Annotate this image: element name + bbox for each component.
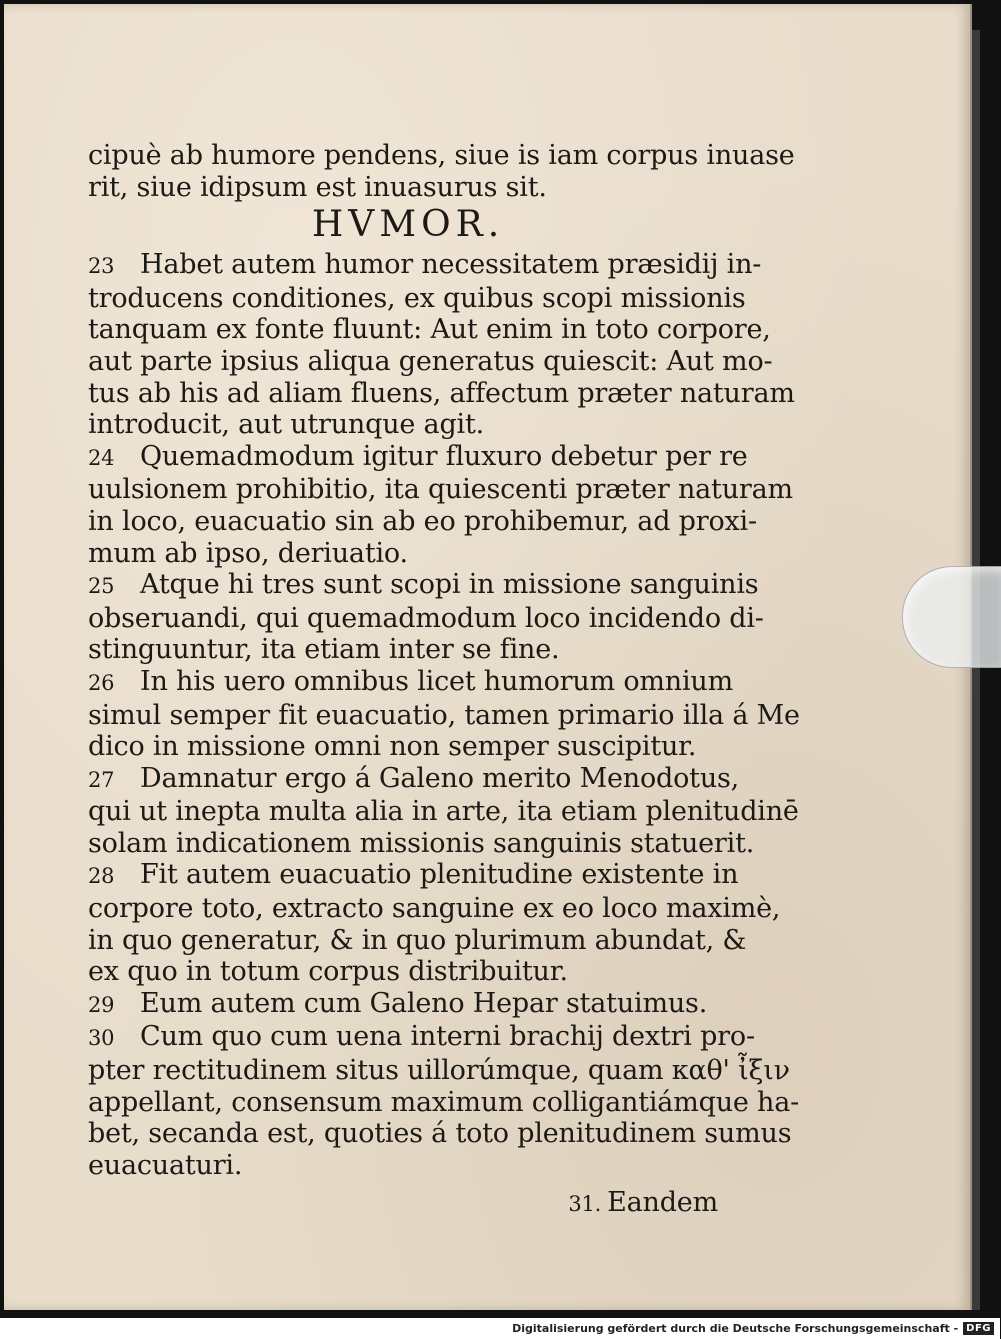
paragraph-23: [88, 249, 795, 441]
paragraph-number: 25: [88, 574, 115, 599]
paragraph-26: [88, 665, 800, 763]
paragraph-text: In his uero omnibus licet humorum omnium: [140, 665, 734, 697]
text-line: ex quo in totum corpus distribuitur.: [88, 956, 568, 988]
paragraph-text: Fit autem euacuatio plenitudine existente in: [140, 859, 739, 891]
text-line: euacuaturi.: [88, 1149, 243, 1181]
text-line: appellant, consensum maximum colligantiámque ha-: [88, 1086, 800, 1118]
paragraph-text: Damnatur ergo á Galeno merito Menodotus,: [140, 762, 740, 794]
text-line: [88, 988, 728, 1022]
text-line: [88, 440, 748, 475]
paragraph-number: 23: [88, 254, 115, 279]
text-line: rit, siue idipsum est inuasurus sit.: [88, 171, 547, 203]
paragraph-number: 27: [88, 767, 115, 792]
text-line: troducens conditiones, ex quibus scopi missionis: [88, 282, 746, 314]
text-line: in loco, euacuatio sin ab eo prohibemur, ad proxi-: [88, 505, 757, 537]
text-line: tanquam ex fonte fluunt: Aut enim in toto corpore,: [88, 314, 771, 346]
catchword-number: 31.: [568, 1192, 602, 1217]
text-line: dico in missione omni non semper suscipitur.: [88, 731, 697, 763]
paragraph-text: Atque hi tres sunt scopi in missione sanguinis: [140, 569, 759, 601]
catchword: Eandem: [607, 1187, 718, 1219]
text-line: mum ab ipso, deriuatio.: [88, 537, 408, 569]
paragraph-text: Habet autem humor necessitatem præsidij in-: [140, 249, 762, 281]
paragraph-number: 28: [88, 864, 115, 889]
section-heading: HVMOR.: [311, 204, 505, 246]
text-line: tus ab his ad aliam fluens, affectum præter naturam: [88, 377, 795, 409]
paragraph-28: [88, 859, 781, 988]
paragraph-30: [88, 1021, 800, 1181]
paragraph-number: 24: [88, 445, 115, 470]
paragraph-25: [88, 569, 764, 666]
text-line: [88, 569, 759, 603]
paragraph-text: Quemadmodum igitur fluxuro debetur per re: [140, 440, 748, 472]
text-line: corpore toto, extracto sanguine ex eo loco maximè,: [88, 893, 781, 925]
digitization-footer: [0, 1318, 1000, 1339]
paragraph-number: 30: [88, 1026, 115, 1051]
dfg-logo: DFG: [963, 1322, 994, 1335]
text-line: aut parte ipsius aliqua generatus quiescit: Aut mo-: [88, 345, 773, 377]
text-line: obseruandi, qui quemadmodum loco incidendo di-: [88, 602, 764, 634]
paragraph-number: 26: [88, 670, 115, 695]
paragraph-27: [88, 762, 799, 860]
paragraph-text: Eum autem cum Galeno Hepar statuimus.: [140, 987, 708, 1019]
text-line: bet, secanda est, quoties á toto plenitudinem sumus: [88, 1118, 792, 1150]
text-line: [88, 859, 739, 893]
text-line: in quo generatur, & in quo plurimum abundat, &: [88, 924, 747, 956]
paragraph-number: 29: [88, 992, 115, 1017]
paragraph-list: [88, 249, 800, 1181]
page-text: [88, 140, 800, 1221]
plastic-page-tab: [902, 566, 1001, 668]
text-line: uulsionem prohibitio, ita quiescenti præter naturam: [88, 474, 793, 506]
text-line: [88, 665, 734, 700]
paragraph-24: [88, 440, 793, 569]
catchword-line: [88, 1187, 728, 1221]
text-line: simul semper fit euacuatio, tamen primario illa á Me: [88, 699, 800, 731]
paragraph-29: [88, 988, 728, 1022]
text-line: [88, 1021, 755, 1055]
text-line: solam indicationem missionis sanguinis statuerit.: [88, 827, 755, 859]
text-line: qui ut inepta multa alia in arte, ita etiam plenitudinē: [88, 796, 799, 828]
text-line: pter rectitudinem situs uillorúmque, quam καθ' ἶξιν: [88, 1055, 790, 1087]
text-line: cipuè ab humore pendens, siue is iam corpus inuase: [88, 140, 795, 171]
text-line: introducit, aut utrunque agit.: [88, 409, 485, 441]
text-line: stinguuntur, ita etiam inter se fine.: [88, 634, 560, 666]
text-line: [88, 249, 762, 283]
text-line: [88, 762, 740, 797]
paragraph-text: Cum quo cum uena interni brachij dextri pro-: [140, 1021, 755, 1053]
funding-credit: Digitalisierung gefördert durch die Deutsche Forschungsgemeinschaft -: [512, 1322, 959, 1335]
